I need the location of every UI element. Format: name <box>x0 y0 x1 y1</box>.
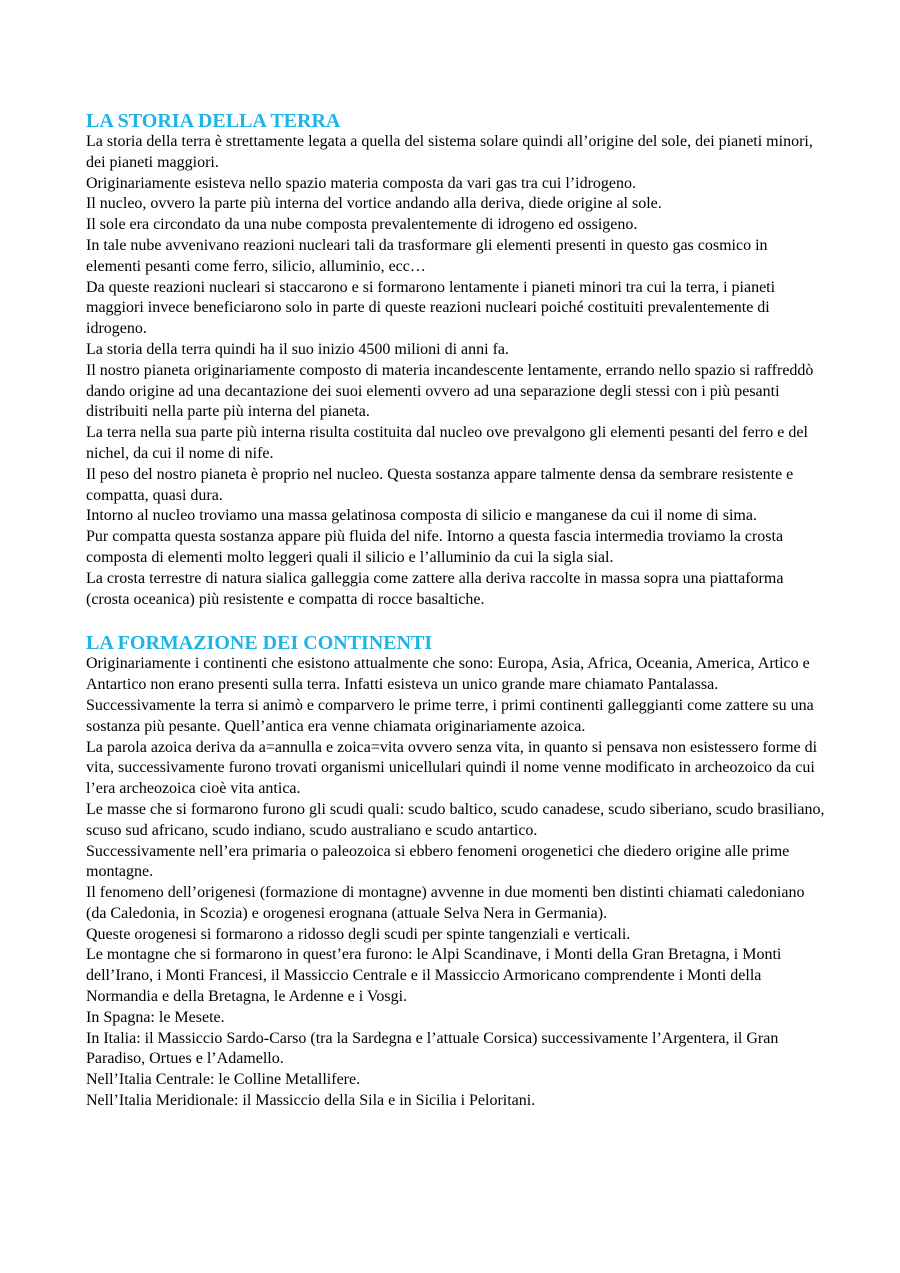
body-paragraph: Il nostro pianeta originariamente composto di materia incandescente lentamente, errando nello spazio si raffreddò dando origine ad una decantazione dei suoi elementi ovvero ad una separazione degli stessi con i più pesanti distribuiti nella parte più interna del pianeta. <box>86 361 814 421</box>
document-page <box>86 110 826 1112</box>
body-paragraph: In tale nube avvenivano reazioni nucleari tali da trasformare gli elementi presenti in questo gas cosmico in elementi pesanti come ferro, silicio, alluminio, ecc… <box>86 236 768 275</box>
body-paragraph: La storia della terra quindi ha il suo inizio 4500 milioni di anni fa. <box>86 340 510 358</box>
body-paragraph: Nell’Italia Meridionale: il Massiccio della Sila e in Sicilia i Peloritani. <box>86 1092 536 1110</box>
body-paragraph: Successivamente la terra si animò e comparvero le prime terre, i primi continenti galleggianti come zattere su una sostanza più pesante. Quell’antica era venne chiamata originariamente azoica. <box>86 696 814 735</box>
body-paragraph: Intorno al nucleo troviamo una massa gelatinosa composta di silicio e manganese da cui il nome di sima. <box>86 507 757 525</box>
body-paragraph: Da queste reazioni nucleari si staccarono e si formarono lentamente i pianeti minori tra cui la terra, i pianeti maggiori invece beneficiarono solo in parte di queste reazioni nucleari poiché costituiti prevalentemente di idrogeno. <box>86 278 776 338</box>
body-paragraph: Le montagne che si formarono in quest’era furono: le Alpi Scandinave, i Monti della Gran Bretagna, i Monti dell’Irano, i Monti Francesi, il Massiccio Centrale e il Massiccio Armoricano comprendente i Monti della Normandia e della Bretagna, le Ardenne e i Vosgi. <box>86 946 782 1006</box>
section-heading: LA STORIA DELLA TERRA <box>86 110 341 132</box>
body-paragraph: Originariamente esisteva nello spazio materia composta da vari gas tra cui l’idrogeno. <box>86 174 637 192</box>
body-paragraph: La crosta terrestre di natura sialica galleggia come zattere alla deriva raccolte in massa sopra una piattaforma (crosta oceanica) più resistente e compatta di rocce basaltiche. <box>86 569 784 608</box>
body-paragraph: Il nucleo, ovvero la parte più interna del vortice andando alla deriva, diede origine al sole. <box>86 195 662 213</box>
document-body <box>86 110 826 1112</box>
section-heading: LA FORMAZIONE DEI CONTINENTI <box>86 632 433 655</box>
body-paragraph: Il peso del nostro pianeta è proprio nel nucleo. Questa sostanza appare talmente densa da sembrare resistente e compatta, quasi dura. <box>86 465 794 504</box>
body-paragraph: Il fenomeno dell’origenesi (formazione di montagne) avvenne in due momenti ben distinti chiamati caledoniano (da Caledonia, in Scozia) e orogenesi erognana (attuale Selva Nera in Germania). <box>86 884 805 922</box>
body-paragraph: Le masse che si formarono furono gli scudi quali: scudo baltico, scudo canadese, scudo siberiano, scudo brasiliano, scuso sud africano, scudo indiano, scudo australiano e scudo antartico. <box>86 800 825 839</box>
body-paragraph: Il sole era circondato da una nube composta prevalentemente di idrogeno ed ossigeno. <box>86 216 638 234</box>
body-paragraph: Queste orogenesi si formarono a ridosso degli scudi per spinte tangenziali e verticali. <box>86 925 631 943</box>
body-paragraph: Pur compatta questa sostanza appare più fluida del nife. Intorno a questa fascia intermedia troviamo la crosta composta di elementi molto leggeri quali il silicio e l’alluminio da cui la sigla sial. <box>86 528 784 566</box>
document-section <box>86 632 826 1112</box>
body-paragraph: Nell’Italia Centrale: le Colline Metallifere. <box>86 1071 361 1089</box>
body-paragraph: Originariamente i continenti che esistono attualmente che sono: Europa, Asia, Africa, Oceania, America, Artico e Antartico non erano presenti sulla terra. Infatti esisteva un unico grande mare chiamato Pantalassa. <box>86 655 810 694</box>
body-paragraph: In Spagna: le Mesete. <box>86 1008 225 1026</box>
body-paragraph: La terra nella sua parte più interna risulta costituita dal nucleo ove prevalgono gli elementi pesanti del ferro e del nichel, da cui il nome di nife. <box>86 424 808 462</box>
document-section <box>86 110 826 610</box>
body-paragraph: La storia della terra è strettamente legata a quella del sistema solare quindi all’origine del sole, dei pianeti minori, dei pianeti maggiori. <box>86 133 813 171</box>
body-paragraph: In Italia: il Massiccio Sardo-Carso (tra la Sardegna e l’attuale Corsica) successivamente l’Argentera, il Gran Paradiso, Ortues e l’Adamello. <box>86 1029 779 1068</box>
body-paragraph: La parola azoica deriva da a=annulla e zoica=vita ovvero senza vita, in quanto si pensava non esistessero forme di vita, successivamente furono trovati organismi unicellulari quindi il nome venne modificato in archeozoico da cui l’era archeozoica cioè vita antica. <box>86 738 818 798</box>
body-paragraph: Successivamente nell’era primaria o paleozoica si ebbero fenomeni orogenetici che diedero origine alle prime montagne. <box>86 842 790 881</box>
